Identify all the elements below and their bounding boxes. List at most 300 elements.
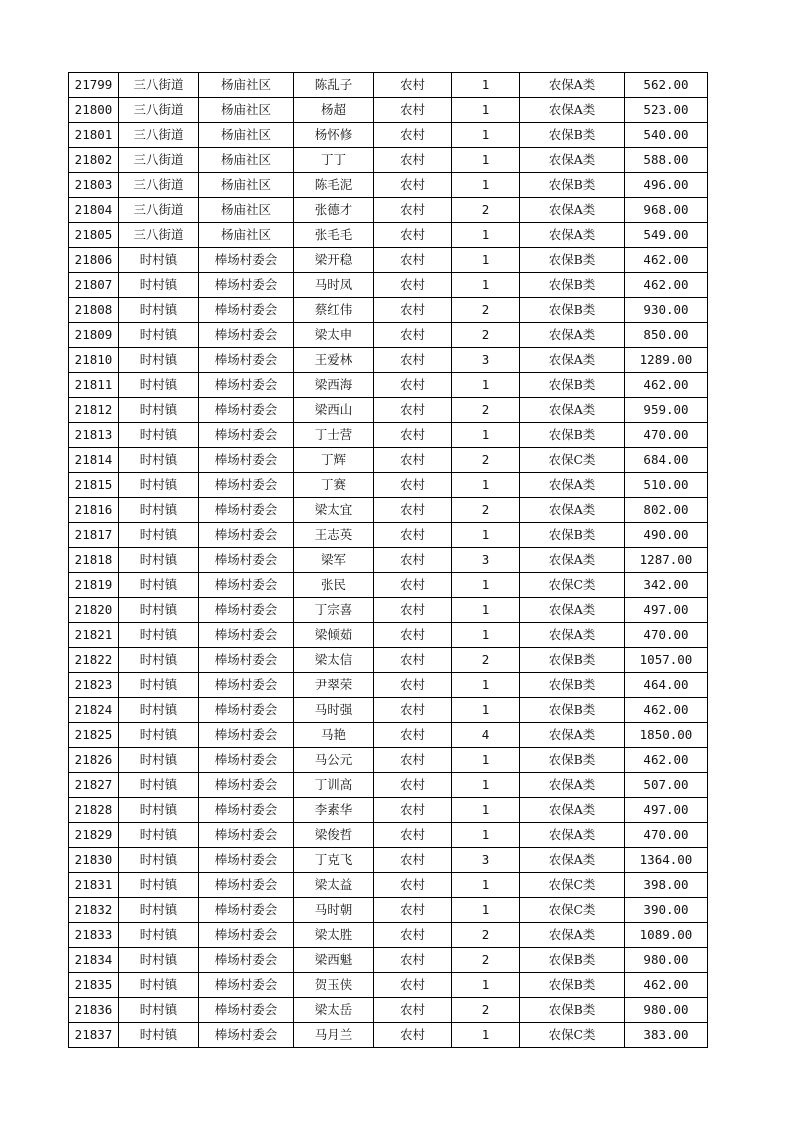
row-id-cell: 21825 [69, 723, 119, 748]
street-cell: 三八街道 [119, 173, 199, 198]
community-cell: 棒场村委会 [199, 998, 294, 1023]
street-cell: 时村镇 [119, 348, 199, 373]
household-type-cell: 农村 [374, 198, 452, 223]
name-cell: 梁军 [294, 548, 374, 573]
household-type-cell: 农村 [374, 773, 452, 798]
street-cell: 时村镇 [119, 873, 199, 898]
name-cell: 王爱林 [294, 348, 374, 373]
table-row [69, 973, 708, 998]
household-type-cell: 农村 [374, 523, 452, 548]
household-type-cell: 农村 [374, 473, 452, 498]
community-cell: 棒场村委会 [199, 323, 294, 348]
household-type-cell: 农村 [374, 173, 452, 198]
community-cell: 棒场村委会 [199, 248, 294, 273]
street-cell: 时村镇 [119, 998, 199, 1023]
community-cell: 棒场村委会 [199, 823, 294, 848]
table-row [69, 923, 708, 948]
category-cell: 农保A类 [520, 773, 625, 798]
family-size-cell: 2 [452, 298, 520, 323]
street-cell: 时村镇 [119, 623, 199, 648]
amount-cell: 383.00 [625, 1023, 708, 1048]
row-id-cell: 21799 [69, 73, 119, 98]
household-type-cell: 农村 [374, 98, 452, 123]
table-row [69, 648, 708, 673]
row-id-cell: 21819 [69, 573, 119, 598]
family-size-cell: 1 [452, 873, 520, 898]
row-id-cell: 21837 [69, 1023, 119, 1048]
street-cell: 时村镇 [119, 798, 199, 823]
name-cell: 陈乱子 [294, 73, 374, 98]
family-size-cell: 1 [452, 148, 520, 173]
row-id-cell: 21822 [69, 648, 119, 673]
name-cell: 梁西山 [294, 398, 374, 423]
name-cell: 丁辉 [294, 448, 374, 473]
category-cell: 农保B类 [520, 748, 625, 773]
category-cell: 农保A类 [520, 198, 625, 223]
category-cell: 农保A类 [520, 348, 625, 373]
row-id-cell: 21812 [69, 398, 119, 423]
community-cell: 棒场村委会 [199, 798, 294, 823]
table-row [69, 773, 708, 798]
family-size-cell: 1 [452, 423, 520, 448]
community-cell: 棒场村委会 [199, 748, 294, 773]
family-size-cell: 1 [452, 1023, 520, 1048]
amount-cell: 497.00 [625, 598, 708, 623]
name-cell: 丁丁 [294, 148, 374, 173]
family-size-cell: 1 [452, 898, 520, 923]
category-cell: 农保A类 [520, 98, 625, 123]
amount-cell: 470.00 [625, 423, 708, 448]
amount-cell: 1850.00 [625, 723, 708, 748]
name-cell: 梁西海 [294, 373, 374, 398]
amount-cell: 1287.00 [625, 548, 708, 573]
amount-cell: 1289.00 [625, 348, 708, 373]
household-type-cell: 农村 [374, 323, 452, 348]
street-cell: 时村镇 [119, 698, 199, 723]
category-cell: 农保B类 [520, 523, 625, 548]
row-id-cell: 21824 [69, 698, 119, 723]
household-type-cell: 农村 [374, 448, 452, 473]
family-size-cell: 3 [452, 348, 520, 373]
category-cell: 农保B类 [520, 698, 625, 723]
community-cell: 棒场村委会 [199, 923, 294, 948]
community-cell: 棒场村委会 [199, 448, 294, 473]
street-cell: 时村镇 [119, 848, 199, 873]
amount-cell: 1364.00 [625, 848, 708, 873]
amount-cell: 462.00 [625, 273, 708, 298]
category-cell: 农保A类 [520, 73, 625, 98]
category-cell: 农保A类 [520, 498, 625, 523]
amount-cell: 462.00 [625, 248, 708, 273]
table-row [69, 123, 708, 148]
row-id-cell: 21807 [69, 273, 119, 298]
family-size-cell: 1 [452, 223, 520, 248]
family-size-cell: 1 [452, 123, 520, 148]
amount-cell: 490.00 [625, 523, 708, 548]
community-cell: 棒场村委会 [199, 273, 294, 298]
community-cell: 杨庙社区 [199, 98, 294, 123]
household-type-cell: 农村 [374, 223, 452, 248]
amount-cell: 342.00 [625, 573, 708, 598]
row-id-cell: 21801 [69, 123, 119, 148]
street-cell: 三八街道 [119, 148, 199, 173]
family-size-cell: 1 [452, 173, 520, 198]
street-cell: 时村镇 [119, 398, 199, 423]
table-row [69, 848, 708, 873]
street-cell: 时村镇 [119, 673, 199, 698]
family-size-cell: 1 [452, 98, 520, 123]
row-id-cell: 21823 [69, 673, 119, 698]
category-cell: 农保C类 [520, 898, 625, 923]
row-id-cell: 21830 [69, 848, 119, 873]
family-size-cell: 1 [452, 623, 520, 648]
community-cell: 棒场村委会 [199, 373, 294, 398]
amount-cell: 980.00 [625, 948, 708, 973]
street-cell: 时村镇 [119, 373, 199, 398]
street-cell: 时村镇 [119, 523, 199, 548]
amount-cell: 588.00 [625, 148, 708, 173]
amount-cell: 462.00 [625, 373, 708, 398]
community-cell: 棒场村委会 [199, 673, 294, 698]
category-cell: 农保A类 [520, 848, 625, 873]
family-size-cell: 1 [452, 698, 520, 723]
family-size-cell: 2 [452, 648, 520, 673]
household-type-cell: 农村 [374, 248, 452, 273]
community-cell: 杨庙社区 [199, 173, 294, 198]
community-cell: 杨庙社区 [199, 198, 294, 223]
household-type-cell: 农村 [374, 123, 452, 148]
household-type-cell: 农村 [374, 998, 452, 1023]
household-type-cell: 农村 [374, 948, 452, 973]
row-id-cell: 21811 [69, 373, 119, 398]
family-size-cell: 1 [452, 248, 520, 273]
row-id-cell: 21817 [69, 523, 119, 548]
amount-cell: 464.00 [625, 673, 708, 698]
family-size-cell: 2 [452, 948, 520, 973]
table-row [69, 798, 708, 823]
household-type-cell: 农村 [374, 973, 452, 998]
family-size-cell: 4 [452, 723, 520, 748]
table-row [69, 873, 708, 898]
row-id-cell: 21806 [69, 248, 119, 273]
street-cell: 时村镇 [119, 898, 199, 923]
name-cell: 丁士营 [294, 423, 374, 448]
category-cell: 农保A类 [520, 148, 625, 173]
category-cell: 农保A类 [520, 398, 625, 423]
street-cell: 时村镇 [119, 273, 199, 298]
name-cell: 梁俊哲 [294, 823, 374, 848]
category-cell: 农保C类 [520, 1023, 625, 1048]
household-type-cell: 农村 [374, 698, 452, 723]
category-cell: 农保B类 [520, 648, 625, 673]
street-cell: 三八街道 [119, 123, 199, 148]
community-cell: 棒场村委会 [199, 648, 294, 673]
row-id-cell: 21814 [69, 448, 119, 473]
family-size-cell: 2 [452, 323, 520, 348]
row-id-cell: 21815 [69, 473, 119, 498]
category-cell: 农保B类 [520, 173, 625, 198]
category-cell: 农保A类 [520, 323, 625, 348]
family-size-cell: 1 [452, 473, 520, 498]
name-cell: 陈毛泥 [294, 173, 374, 198]
street-cell: 三八街道 [119, 223, 199, 248]
household-type-cell: 农村 [374, 623, 452, 648]
street-cell: 时村镇 [119, 448, 199, 473]
street-cell: 时村镇 [119, 473, 199, 498]
community-cell: 棒场村委会 [199, 898, 294, 923]
table-row [69, 748, 708, 773]
street-cell: 时村镇 [119, 548, 199, 573]
amount-cell: 684.00 [625, 448, 708, 473]
household-type-cell: 农村 [374, 873, 452, 898]
row-id-cell: 21827 [69, 773, 119, 798]
category-cell: 农保B类 [520, 273, 625, 298]
amount-cell: 507.00 [625, 773, 708, 798]
row-id-cell: 21810 [69, 348, 119, 373]
street-cell: 时村镇 [119, 773, 199, 798]
table-row [69, 523, 708, 548]
street-cell: 时村镇 [119, 1023, 199, 1048]
name-cell: 杨超 [294, 98, 374, 123]
community-cell: 杨庙社区 [199, 148, 294, 173]
table-row [69, 698, 708, 723]
category-cell: 农保A类 [520, 623, 625, 648]
community-cell: 棒场村委会 [199, 698, 294, 723]
category-cell: 农保B类 [520, 298, 625, 323]
household-type-cell: 农村 [374, 898, 452, 923]
name-cell: 马公元 [294, 748, 374, 773]
community-cell: 棒场村委会 [199, 773, 294, 798]
table-row [69, 173, 708, 198]
row-id-cell: 21802 [69, 148, 119, 173]
name-cell: 丁宗喜 [294, 598, 374, 623]
name-cell: 张毛毛 [294, 223, 374, 248]
name-cell: 蔡红伟 [294, 298, 374, 323]
community-cell: 棒场村委会 [199, 598, 294, 623]
category-cell: 农保B类 [520, 998, 625, 1023]
community-cell: 棒场村委会 [199, 548, 294, 573]
household-type-cell: 农村 [374, 73, 452, 98]
family-size-cell: 2 [452, 498, 520, 523]
name-cell: 马时朝 [294, 898, 374, 923]
street-cell: 三八街道 [119, 73, 199, 98]
family-size-cell: 2 [452, 198, 520, 223]
household-type-cell: 农村 [374, 848, 452, 873]
benefit-roster-table [68, 72, 708, 1048]
category-cell: 农保B类 [520, 423, 625, 448]
name-cell: 梁太益 [294, 873, 374, 898]
table-row [69, 823, 708, 848]
street-cell: 时村镇 [119, 248, 199, 273]
family-size-cell: 1 [452, 773, 520, 798]
row-id-cell: 21820 [69, 598, 119, 623]
family-size-cell: 1 [452, 748, 520, 773]
table-row [69, 73, 708, 98]
street-cell: 时村镇 [119, 973, 199, 998]
street-cell: 时村镇 [119, 923, 199, 948]
amount-cell: 523.00 [625, 98, 708, 123]
household-type-cell: 农村 [374, 748, 452, 773]
name-cell: 梁太宜 [294, 498, 374, 523]
community-cell: 棒场村委会 [199, 423, 294, 448]
row-id-cell: 21816 [69, 498, 119, 523]
community-cell: 棒场村委会 [199, 948, 294, 973]
category-cell: 农保A类 [520, 598, 625, 623]
amount-cell: 540.00 [625, 123, 708, 148]
name-cell: 丁赛 [294, 473, 374, 498]
name-cell: 梁倾茹 [294, 623, 374, 648]
category-cell: 农保B类 [520, 973, 625, 998]
name-cell: 张德才 [294, 198, 374, 223]
family-size-cell: 2 [452, 923, 520, 948]
name-cell: 丁克飞 [294, 848, 374, 873]
name-cell: 梁太申 [294, 323, 374, 348]
row-id-cell: 21818 [69, 548, 119, 573]
amount-cell: 968.00 [625, 198, 708, 223]
table-row [69, 423, 708, 448]
street-cell: 时村镇 [119, 298, 199, 323]
community-cell: 杨庙社区 [199, 223, 294, 248]
community-cell: 棒场村委会 [199, 873, 294, 898]
amount-cell: 850.00 [625, 323, 708, 348]
name-cell: 马时强 [294, 698, 374, 723]
amount-cell: 470.00 [625, 823, 708, 848]
category-cell: 农保A类 [520, 723, 625, 748]
community-cell: 棒场村委会 [199, 298, 294, 323]
row-id-cell: 21804 [69, 198, 119, 223]
row-id-cell: 21800 [69, 98, 119, 123]
community-cell: 杨庙社区 [199, 73, 294, 98]
household-type-cell: 农村 [374, 1023, 452, 1048]
table-row [69, 573, 708, 598]
table-row [69, 1023, 708, 1048]
household-type-cell: 农村 [374, 798, 452, 823]
table-row [69, 348, 708, 373]
street-cell: 时村镇 [119, 748, 199, 773]
household-type-cell: 农村 [374, 273, 452, 298]
community-cell: 棒场村委会 [199, 398, 294, 423]
row-id-cell: 21834 [69, 948, 119, 973]
table-row [69, 248, 708, 273]
street-cell: 三八街道 [119, 198, 199, 223]
family-size-cell: 1 [452, 823, 520, 848]
category-cell: 农保B类 [520, 123, 625, 148]
street-cell: 时村镇 [119, 573, 199, 598]
table-row [69, 148, 708, 173]
table-row [69, 323, 708, 348]
amount-cell: 462.00 [625, 748, 708, 773]
amount-cell: 497.00 [625, 798, 708, 823]
street-cell: 时村镇 [119, 423, 199, 448]
table-row [69, 373, 708, 398]
row-id-cell: 21808 [69, 298, 119, 323]
name-cell: 梁太岳 [294, 998, 374, 1023]
row-id-cell: 21831 [69, 873, 119, 898]
table-row [69, 198, 708, 223]
name-cell: 贺玉侠 [294, 973, 374, 998]
table-row [69, 448, 708, 473]
name-cell: 梁西魁 [294, 948, 374, 973]
family-size-cell: 1 [452, 523, 520, 548]
amount-cell: 930.00 [625, 298, 708, 323]
household-type-cell: 农村 [374, 723, 452, 748]
row-id-cell: 21828 [69, 798, 119, 823]
family-size-cell: 1 [452, 273, 520, 298]
street-cell: 时村镇 [119, 498, 199, 523]
table-row [69, 948, 708, 973]
family-size-cell: 1 [452, 373, 520, 398]
amount-cell: 398.00 [625, 873, 708, 898]
street-cell: 时村镇 [119, 323, 199, 348]
amount-cell: 959.00 [625, 398, 708, 423]
table-row [69, 548, 708, 573]
row-id-cell: 21829 [69, 823, 119, 848]
family-size-cell: 1 [452, 598, 520, 623]
street-cell: 时村镇 [119, 648, 199, 673]
street-cell: 时村镇 [119, 723, 199, 748]
community-cell: 棒场村委会 [199, 723, 294, 748]
family-size-cell: 1 [452, 673, 520, 698]
row-id-cell: 21821 [69, 623, 119, 648]
household-type-cell: 农村 [374, 398, 452, 423]
category-cell: 农保B类 [520, 948, 625, 973]
family-size-cell: 3 [452, 848, 520, 873]
table-row [69, 898, 708, 923]
amount-cell: 1089.00 [625, 923, 708, 948]
community-cell: 棒场村委会 [199, 498, 294, 523]
street-cell: 时村镇 [119, 823, 199, 848]
community-cell: 棒场村委会 [199, 1023, 294, 1048]
amount-cell: 390.00 [625, 898, 708, 923]
household-type-cell: 农村 [374, 373, 452, 398]
category-cell: 农保A类 [520, 923, 625, 948]
table-row [69, 623, 708, 648]
table-row [69, 598, 708, 623]
amount-cell: 980.00 [625, 998, 708, 1023]
row-id-cell: 21809 [69, 323, 119, 348]
household-type-cell: 农村 [374, 348, 452, 373]
community-cell: 棒场村委会 [199, 973, 294, 998]
family-size-cell: 1 [452, 573, 520, 598]
name-cell: 李素华 [294, 798, 374, 823]
family-size-cell: 2 [452, 448, 520, 473]
name-cell: 王志英 [294, 523, 374, 548]
name-cell: 马时凤 [294, 273, 374, 298]
category-cell: 农保C类 [520, 873, 625, 898]
name-cell: 马艳 [294, 723, 374, 748]
table-row [69, 223, 708, 248]
category-cell: 农保A类 [520, 823, 625, 848]
household-type-cell: 农村 [374, 498, 452, 523]
community-cell: 棒场村委会 [199, 523, 294, 548]
row-id-cell: 21803 [69, 173, 119, 198]
table-row [69, 998, 708, 1023]
table-row [69, 473, 708, 498]
household-type-cell: 农村 [374, 923, 452, 948]
name-cell: 尹翠荣 [294, 673, 374, 698]
community-cell: 棒场村委会 [199, 573, 294, 598]
community-cell: 棒场村委会 [199, 473, 294, 498]
household-type-cell: 农村 [374, 423, 452, 448]
category-cell: 农保B类 [520, 248, 625, 273]
category-cell: 农保A类 [520, 473, 625, 498]
name-cell: 马月兰 [294, 1023, 374, 1048]
name-cell: 梁太胜 [294, 923, 374, 948]
table-row [69, 723, 708, 748]
row-id-cell: 21805 [69, 223, 119, 248]
street-cell: 时村镇 [119, 948, 199, 973]
household-type-cell: 农村 [374, 573, 452, 598]
